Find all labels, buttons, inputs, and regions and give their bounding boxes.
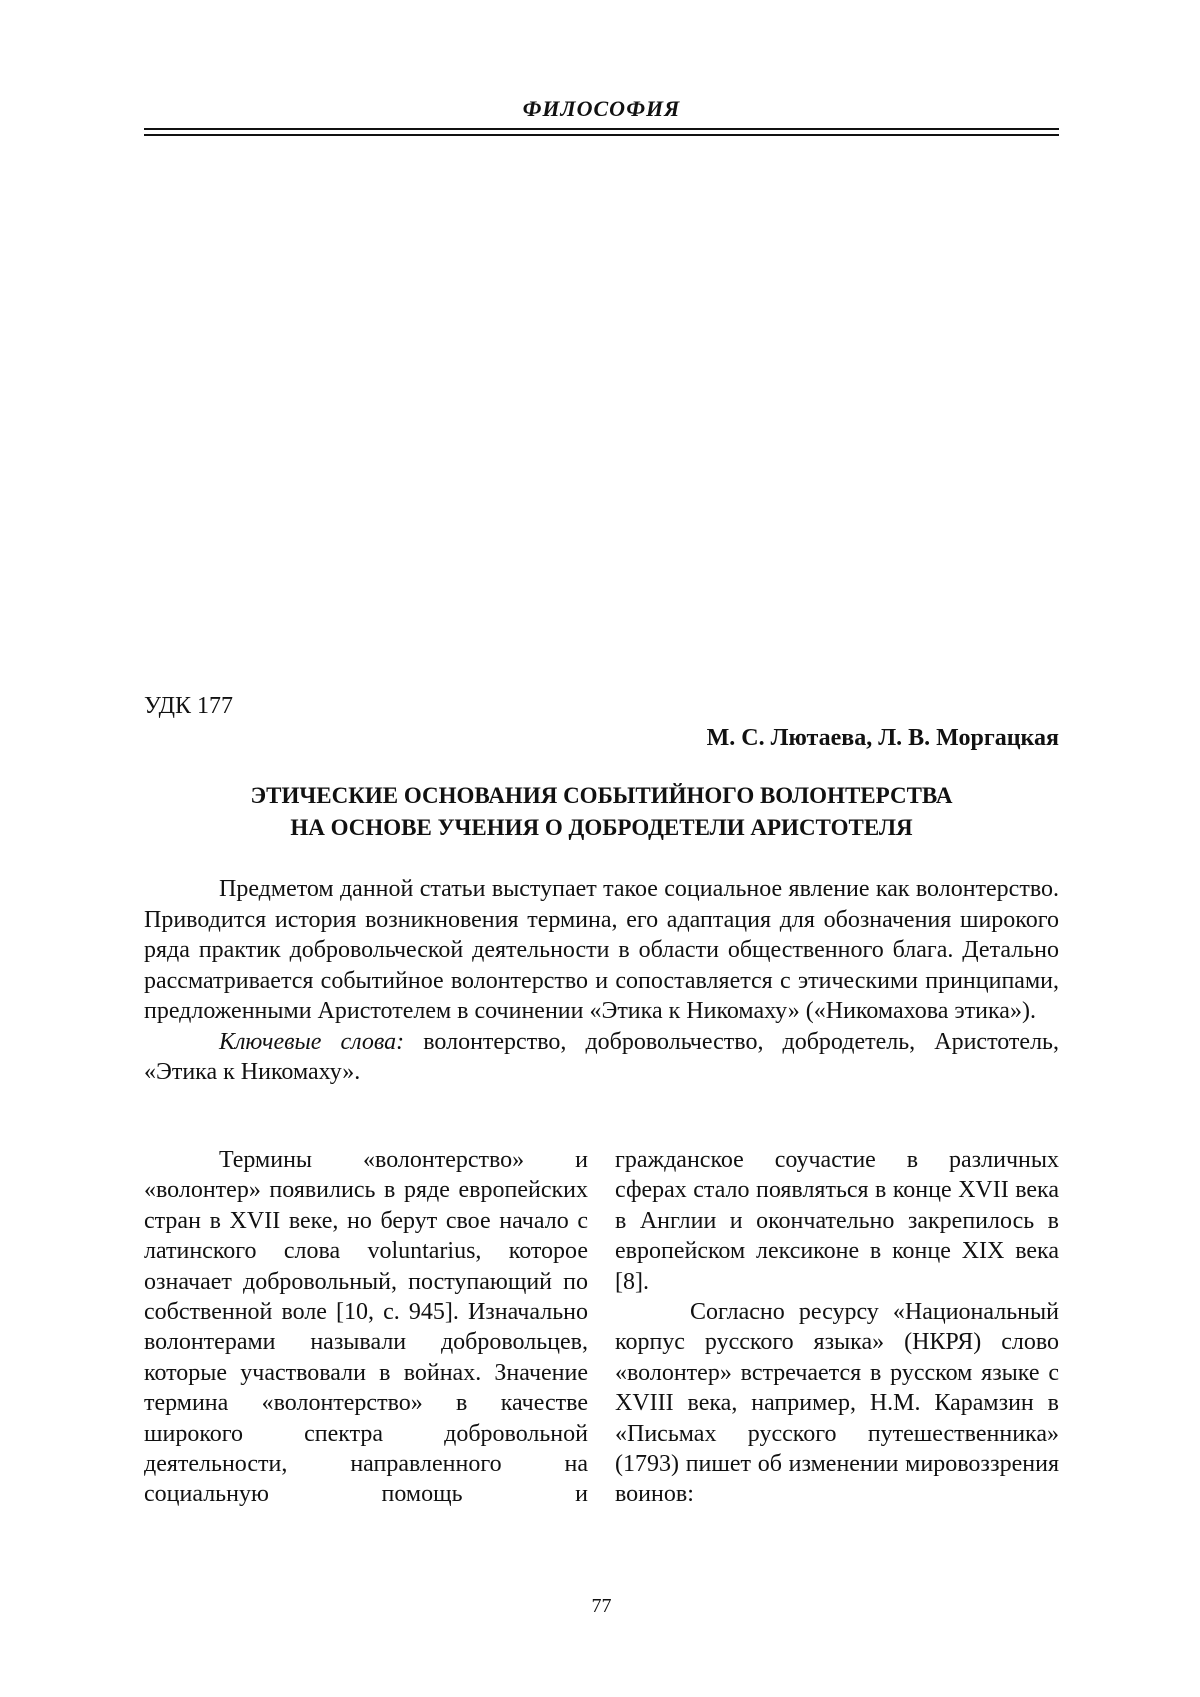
body-column-left bbox=[144, 1145, 588, 1510]
section-header: ФИЛОСОФИЯ bbox=[522, 96, 681, 121]
abstract-text: Предметом данной статьи выступает такое социальное явление как волонтерство. Приводится история возникновения термина, его адаптация для обозначения широкого ряда практик добровольческой деятельности в области общественного блага. Детально рассматривается событийное волонтерство и сопоставляется с этическими принципами, предложенными Аристотелем в сочинении «Этика к Никомаху» («Никомахова этика»). bbox=[144, 876, 1059, 1024]
article-title-line-1: ЭТИЧЕСКИЕ ОСНОВАНИЯ СОБЫТИЙНОГО ВОЛОНТЕРСТВА bbox=[250, 783, 953, 808]
keywords-list: волонтерство, добровольчество, добродетель, Аристотель, «Этика к Никомаху». bbox=[144, 1028, 1059, 1085]
keywords bbox=[144, 1027, 1059, 1088]
authors: М. С. Лютаева, Л. В. Моргацкая bbox=[706, 725, 1059, 751]
article-title-line-2: НА ОСНОВЕ УЧЕНИЯ О ДОБРОДЕТЕЛИ АРИСТОТЕЛЯ bbox=[290, 815, 913, 840]
body-paragraph: гражданское соучастие в различных сферах стало появляться в конце XVII века в Англии и окончательно закрепилось в европейском лексиконе в конце XIX века [8]. bbox=[615, 1147, 1059, 1295]
header-rule-top bbox=[144, 128, 1059, 130]
udk-code: УДК 177 bbox=[144, 693, 233, 719]
keywords-label: Ключевые слова: bbox=[219, 1028, 405, 1055]
body-column-right bbox=[615, 1145, 1059, 1510]
abstract bbox=[144, 874, 1059, 1088]
header-rule-bottom bbox=[144, 134, 1059, 136]
body-paragraph: Термины «волонтерство» и «волонтер» появились в ряде европейских стран в XVII веке, но берут свое начало с латинского слова voluntarius, которое означает добровольный, поступающий по собственной воле [10, с. 945]. Изначально волонтерами называли добровольцев, которые участвовали в войнах. Значение термина «волонтерство» в качестве широкого спектра добровольной деятельности, направленного на социальную помощь и bbox=[144, 1147, 588, 1508]
body-paragraph: Согласно ресурсу «Национальный корпус русского языка» (НКРЯ) слово «волонтер» встречается в русском языке с XVIII века, например, Н.М. Карамзин в «Письмах русского путешественника» (1793) пишет об изменении мировоззрения воинов: bbox=[615, 1299, 1059, 1508]
article-title bbox=[144, 780, 1059, 844]
page-number: 77 bbox=[591, 1595, 612, 1617]
